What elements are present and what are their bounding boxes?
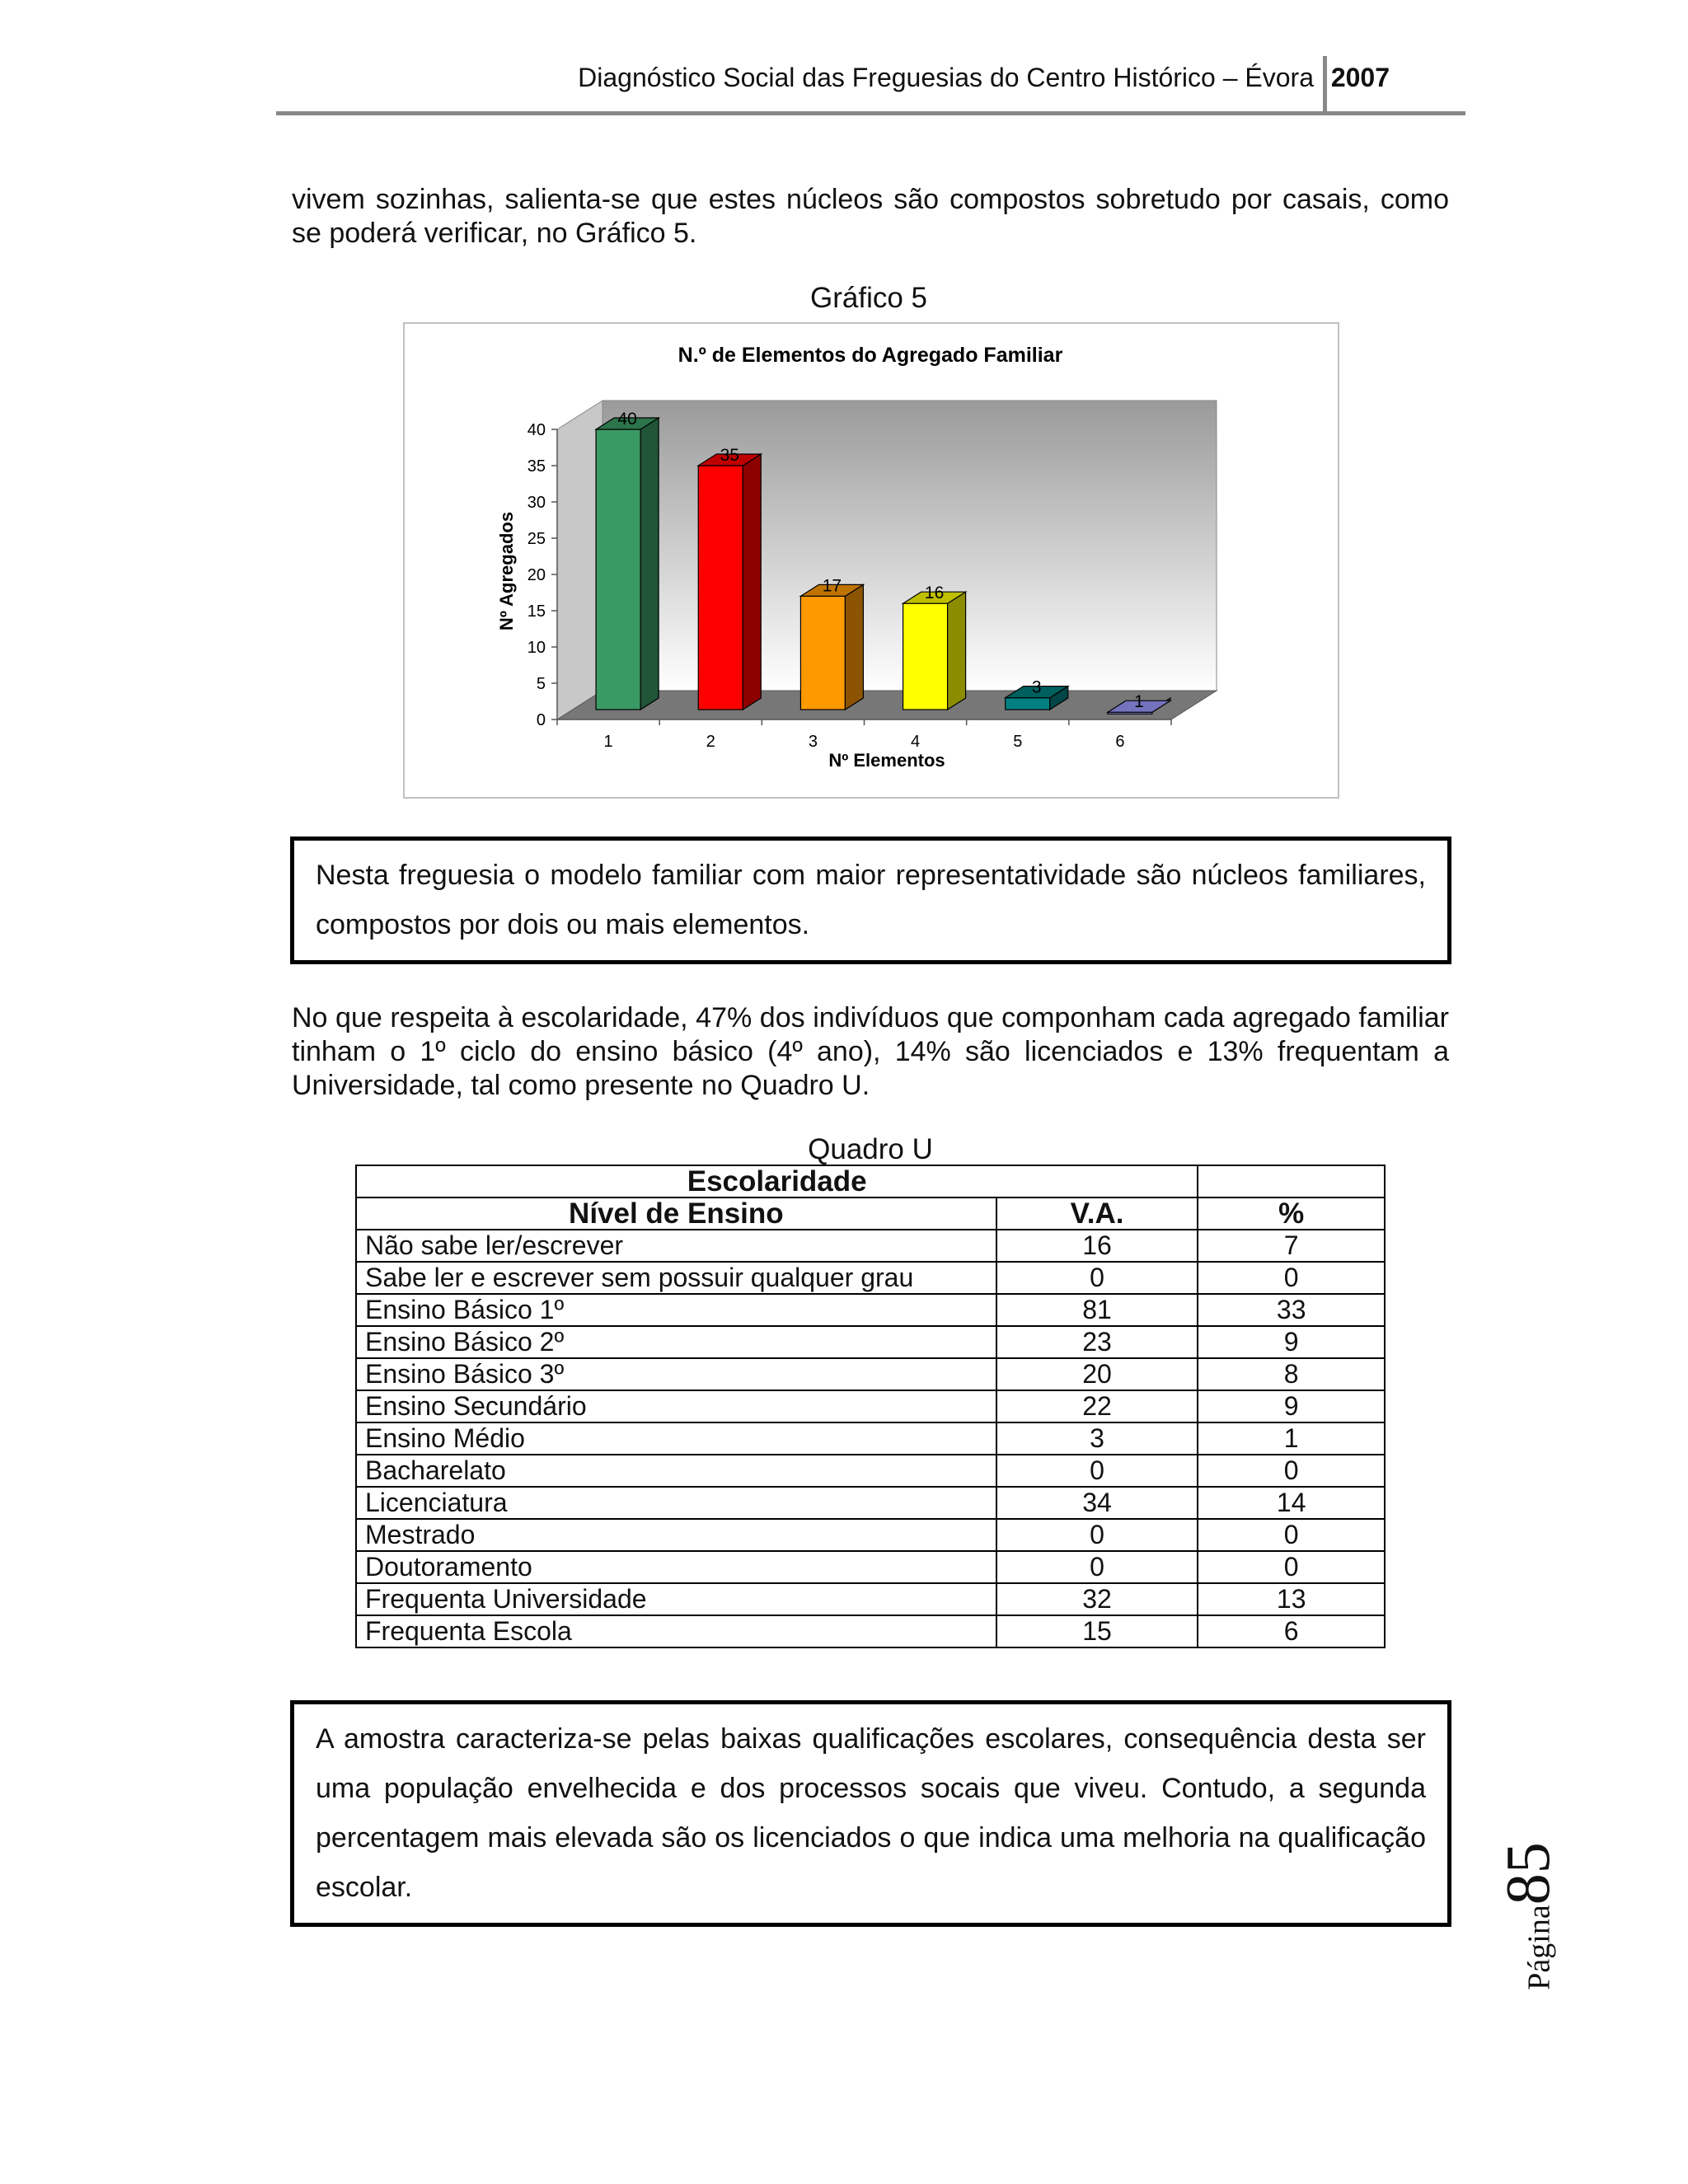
chart-title: N.º de Elementos do Agregado Familiar: [678, 344, 1063, 367]
summary-box-family: [290, 837, 1451, 964]
cell-va: 15: [996, 1615, 1198, 1647]
chart-y-tick-label: 40: [527, 421, 546, 439]
table-row: [356, 1455, 1385, 1487]
chart-y-tick-label: 5: [536, 675, 546, 693]
chart-y-tick-label: 0: [536, 711, 546, 729]
table-row: [356, 1358, 1385, 1390]
cell-va: 81: [996, 1294, 1198, 1326]
chart-bar-side: [743, 454, 761, 710]
intro-paragraph: vivem sozinhas, salienta-se que estes núcleos são compostos sobretudo por casais, como se poderá verificar, no Gráfico 5.: [292, 184, 1449, 249]
chart-data-label: 40: [617, 410, 637, 429]
summary-box-family-text: Nesta freguesia o modelo familiar com maior representatividade são núcleos familiares, compostos por dois ou mais elementos.: [316, 860, 1426, 940]
table-row: [356, 1519, 1385, 1551]
cell-percent: 0: [1198, 1519, 1385, 1551]
cell-va: 32: [996, 1583, 1198, 1615]
chart-bar: [903, 583, 966, 710]
cell-level: Frequenta Universidade: [356, 1583, 996, 1615]
chart-bar: [800, 576, 863, 710]
chart-bar-front: [1006, 698, 1050, 710]
chart-x-tick-label: 6: [1115, 733, 1125, 751]
chart-x-axis-label: Nº Elementos: [828, 750, 945, 771]
cell-level: Licenciatura: [356, 1487, 996, 1519]
cell-va: 20: [996, 1358, 1198, 1390]
cell-level: Doutoramento: [356, 1551, 996, 1583]
chart-bar-side: [640, 418, 659, 710]
summary-box-education-text: A amostra caracteriza-se pelas baixas qualificações escolares, consequência desta ser uma população envelhecida e dos processos socais que viveu. Contudo, a segunda percentagem mais elevada são os licenciados o que indica uma melhoria na qualificação escolar.: [316, 1723, 1426, 1903]
chart-x-tick-label: 2: [706, 733, 715, 751]
cell-va: 22: [996, 1390, 1198, 1422]
table-row: [356, 1551, 1385, 1583]
page-number-marker: [1493, 1834, 1564, 1999]
chart-bar-front: [800, 596, 845, 710]
chart-y-tick-label: 35: [527, 457, 546, 476]
header-rule: [276, 111, 1465, 115]
cell-percent: 0: [1198, 1551, 1385, 1583]
table-row: [356, 1230, 1385, 1262]
cell-level: Ensino Médio: [356, 1422, 996, 1455]
chart-data-label: 17: [822, 576, 842, 596]
table-row: [356, 1487, 1385, 1519]
chart-x-tick-label: 1: [603, 733, 613, 751]
chart-data-label: 16: [924, 583, 945, 603]
cell-level: Ensino Secundário: [356, 1390, 996, 1422]
chart-bar-side: [948, 592, 966, 710]
header-year: 2007: [1330, 63, 1390, 92]
cell-level: Frequenta Escola: [356, 1615, 996, 1647]
chart-bar: [596, 410, 659, 710]
cell-va: 16: [996, 1230, 1198, 1262]
cell-percent: 33: [1198, 1294, 1385, 1326]
education-paragraph: No que respeita à escolaridade, 47% dos indivíduos que componham cada agregado familiar tinham o 1º ciclo do ensino básico (4º ano), 14% são licenciados e 13% frequentam a Universidade, tal como presente no Quadro U.: [292, 1002, 1449, 1101]
table-row: [356, 1583, 1385, 1615]
cell-percent: 8: [1198, 1358, 1385, 1390]
cell-percent: 1: [1198, 1422, 1385, 1455]
cell-va: 3: [996, 1422, 1198, 1455]
chart-data-label: 1: [1134, 692, 1144, 712]
cell-percent: 0: [1198, 1262, 1385, 1294]
header-title: Diagnóstico Social das Freguesias do Centro Histórico – Évora: [578, 63, 1314, 92]
cell-va: 34: [996, 1487, 1198, 1519]
cell-va: 0: [996, 1551, 1198, 1583]
cell-percent: 6: [1198, 1615, 1385, 1647]
table-row: [356, 1615, 1385, 1647]
chart-bar-front: [698, 466, 743, 710]
table-group-header-empty: [1198, 1165, 1385, 1197]
cell-va: 0: [996, 1455, 1198, 1487]
cell-percent: 0: [1198, 1455, 1385, 1487]
summary-box-education: [290, 1700, 1451, 1927]
cell-percent: 7: [1198, 1230, 1385, 1262]
chart-bar-front: [903, 603, 948, 710]
chart-y-tick-label: 30: [527, 494, 546, 512]
table-row: [356, 1326, 1385, 1358]
table-group-header: Escolaridade: [356, 1165, 1198, 1197]
chart-y-tick-label: 10: [527, 639, 546, 657]
cell-percent: 13: [1198, 1583, 1385, 1615]
cell-level: Ensino Básico 1º: [356, 1294, 996, 1326]
table-group-header-row: [356, 1165, 1385, 1197]
chart-y-tick-label: 25: [527, 530, 546, 548]
cell-level: Não sabe ler/escrever: [356, 1230, 996, 1262]
chart-bar: [698, 446, 761, 710]
table-row: [356, 1262, 1385, 1294]
education-table: [355, 1165, 1386, 1648]
cell-va: 23: [996, 1326, 1198, 1358]
cell-va: 0: [996, 1262, 1198, 1294]
chart-data-label: 3: [1031, 677, 1042, 697]
cell-level: Ensino Básico 3º: [356, 1358, 996, 1390]
table-row: [356, 1294, 1385, 1326]
table-header-row: [356, 1197, 1385, 1230]
table-row: [356, 1390, 1385, 1422]
chart-y-tick-label: 15: [527, 602, 546, 621]
chart-bar-side: [845, 584, 863, 710]
table-header-va: V.A.: [996, 1197, 1198, 1230]
cell-percent: 14: [1198, 1487, 1385, 1519]
cell-percent: 9: [1198, 1390, 1385, 1422]
cell-level: Sabe ler e escrever sem possuir qualquer grau: [356, 1262, 996, 1294]
chart-y-tick-label: 20: [527, 566, 546, 584]
chart-y-axis-label: Nº Agregados: [496, 511, 517, 631]
table-header-percent: %: [1198, 1197, 1385, 1230]
cell-va: 0: [996, 1519, 1198, 1551]
chart-x-tick-label: 5: [1013, 733, 1023, 751]
cell-level: Ensino Básico 2º: [356, 1326, 996, 1358]
cell-level: Mestrado: [356, 1519, 996, 1551]
page-label: Página: [1522, 1905, 1557, 1990]
page-header: [276, 56, 1465, 115]
page-number: 85: [1493, 1842, 1564, 1905]
chart-x-tick-label: 3: [808, 733, 818, 751]
cell-level: Bacharelato: [356, 1455, 996, 1487]
table-caption: Quadro U: [808, 1133, 933, 1165]
table-row: [356, 1422, 1385, 1455]
chart-caption: Gráfico 5: [810, 282, 927, 314]
chart-svg: [405, 324, 1338, 797]
cell-percent: 9: [1198, 1326, 1385, 1358]
table-header-level: Nível de Ensino: [356, 1197, 996, 1230]
bar-chart: [403, 322, 1339, 799]
chart-data-label: 35: [720, 446, 739, 465]
chart-x-tick-label: 4: [911, 733, 921, 751]
chart-bar-front: [596, 429, 640, 710]
header-divider: [1323, 56, 1327, 114]
